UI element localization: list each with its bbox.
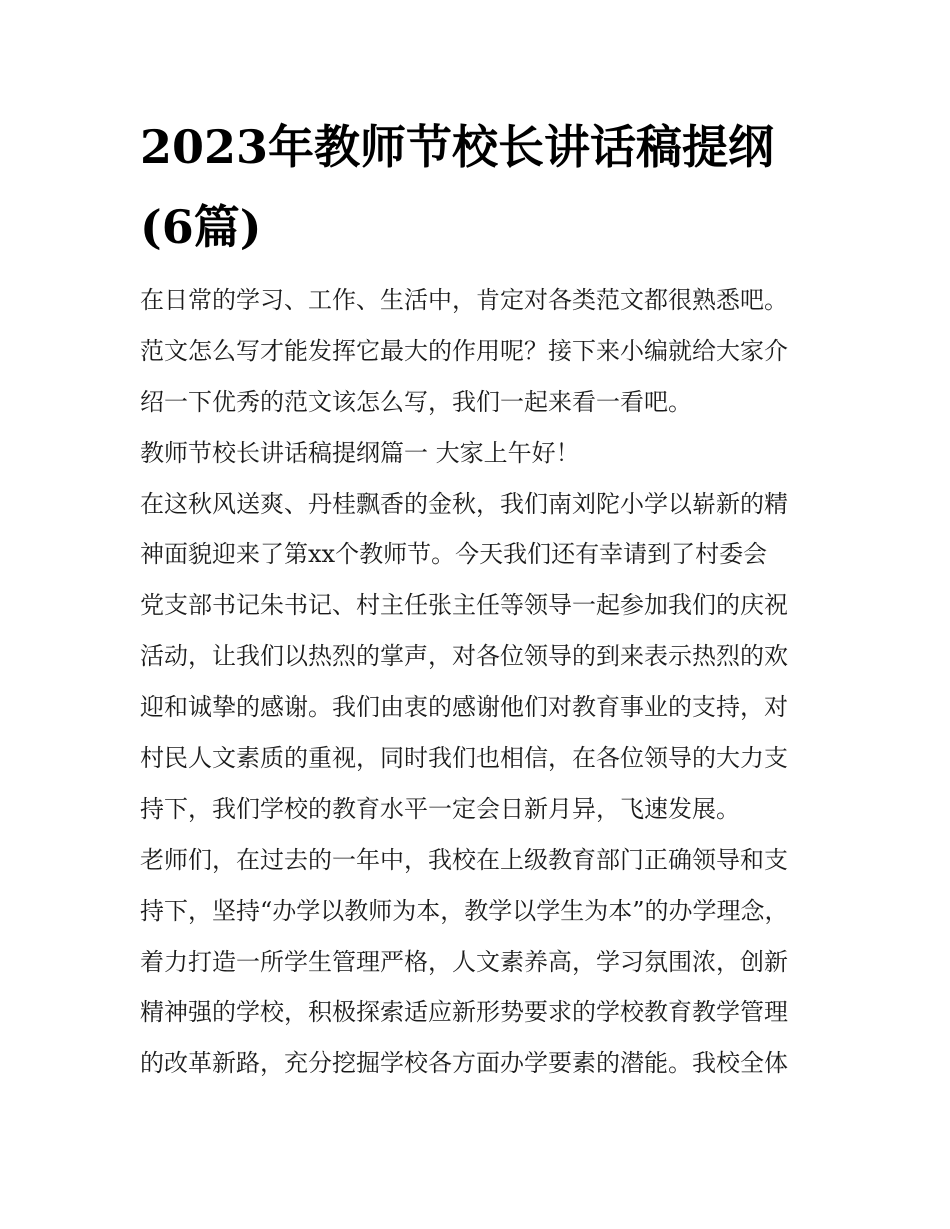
body-line: 精神强的学校，积极探索适应新形势要求的学校教育教学管理 [140, 998, 788, 1027]
body-line: 村民人文素质的重视，同时我们也相信，在各位领导的大力支 [140, 744, 788, 773]
body-line: 持下，坚持“办学以教师为本，教学以学生为本”的办学理念， [140, 896, 789, 925]
body-line: 活动，让我们以热烈的掌声，对各位领导的到来表示热烈的欢 [140, 642, 788, 671]
body-line: 在这秋风送爽、丹桂飘香的金秋，我们南刘陀小学以崭新的精 [140, 489, 788, 518]
body-line: 的改革新路，充分挖掘学校各方面办学要素的潜能。我校全体 [140, 1049, 788, 1078]
body-line: 神面貌迎来了第xx个教师节。今天我们还有幸请到了村委会 [140, 540, 768, 569]
section-heading-line: 教师节校长讲话稿提纲篇一 大家上午好！ [140, 438, 580, 467]
body-line: 老师们，在过去的一年中，我校在上级教育部门正确领导和支 [140, 845, 788, 874]
body-line: 着力打造一所学生管理严格，人文素养高，学习氛围浓，创新 [140, 947, 788, 976]
body-line: 绍一下优秀的范文该怎么写，我们一起来看一看吧。 [140, 387, 692, 416]
body-line: 持下，我们学校的教育水平一定会日新月异，飞速发展。 [140, 794, 740, 823]
body-line: 党支部书记朱书记、村主任张主任等领导一起参加我们的庆祝 [140, 591, 788, 620]
body-line: 在日常的学习、工作、生活中，肯定对各类范文都很熟悉吧。 [140, 286, 788, 314]
page-title-line-2: (6篇) [140, 200, 262, 254]
body-line: 迎和诚挚的感谢。我们由衷的感谢他们对教育事业的支持，对 [140, 693, 788, 722]
document-body [140, 275, 820, 1089]
page-title-line-1: 2023年教师节校长讲话稿提纲 [140, 120, 775, 174]
body-line: 范文怎么写才能发挥它最大的作用呢？接下来小编就给大家介 [140, 336, 788, 365]
